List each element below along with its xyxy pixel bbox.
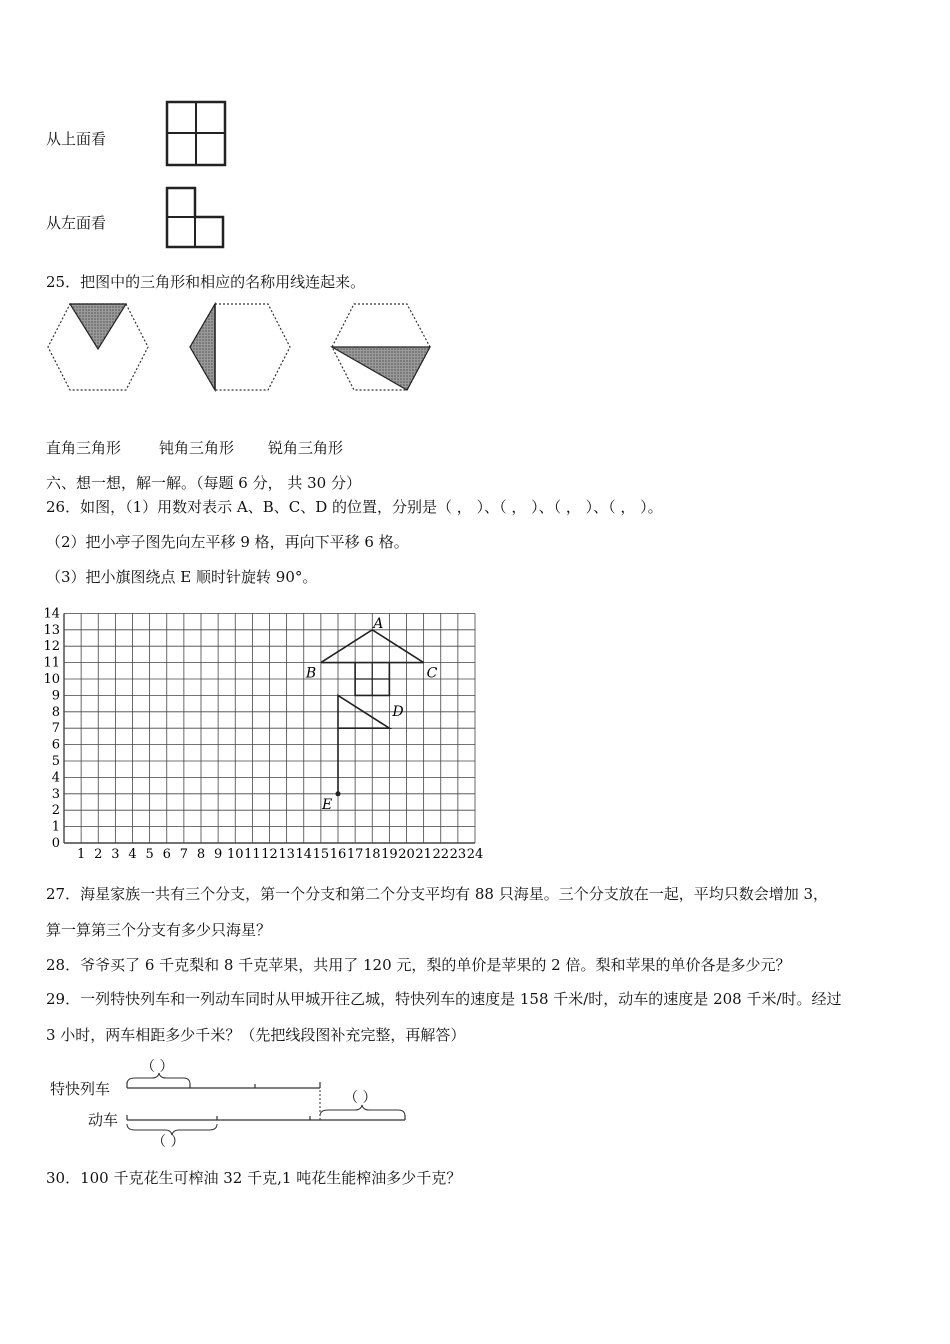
point-a-label: A <box>373 615 384 632</box>
x-tick-label: 1 <box>76 847 86 862</box>
y-tick-label: 9 <box>51 688 60 704</box>
q28-text: 28．爷爷买了 6 千克梨和 8 千克苹果，共用了 120 元，梨的单价是苹果的 2 倍。梨和苹果的单价各是多少元？ <box>46 956 791 974</box>
x-tick-label: 19 <box>381 847 398 862</box>
x-tick-label: 3 <box>111 847 120 862</box>
left-view-label: 从左面看 <box>46 214 107 232</box>
y-tick-label: 3 <box>51 786 60 802</box>
x-tick-label: 7 <box>179 847 189 862</box>
x-tick-label: 17 <box>346 847 364 862</box>
y-tick-label: 11 <box>43 655 60 671</box>
triangle-name-obtuse: 钝角三角形 <box>159 439 235 457</box>
x-tick-label: 21 <box>415 847 432 862</box>
point-c-label: C <box>426 665 438 682</box>
q26-line3: （3）把小旗图绕点 E 顺时针旋转 90°。 <box>46 568 318 586</box>
x-tick-label: 15 <box>312 847 330 862</box>
q27-line2: 算一算第三个分支有多少只海星？ <box>46 921 272 939</box>
y-tick-label: 7 <box>51 721 60 737</box>
x-tick-label: 13 <box>278 847 295 862</box>
x-tick-label: 18 <box>363 847 381 862</box>
diagram-blank-right: （ ） <box>344 1090 377 1106</box>
q27-line1: 27．海星家族一共有三个分支，第一个分支和第二个分支平均有 88 只海星。三个分支放在一起，平均只数会增加 3， <box>46 885 829 903</box>
section-six-heading: 六、想一想，解一解。（每题 6 分， 共 30 分） <box>46 474 361 492</box>
y-tick-label: 5 <box>51 754 60 769</box>
x-tick-label: 9 <box>213 847 223 862</box>
diagram-train1-label: 特快列车 <box>50 1080 111 1098</box>
y-tick-label: 13 <box>43 622 60 638</box>
point-b-label: B <box>305 665 317 682</box>
x-tick-label: 24 <box>466 847 484 862</box>
x-tick-label: 23 <box>449 847 467 862</box>
q29-line2: 3 小时，两车相距多少千米？（先把线段图补充完整，再解答） <box>46 1026 466 1044</box>
diagram-blank-bottom: （ ） <box>152 1134 185 1150</box>
x-tick-label: 22 <box>432 847 450 862</box>
diagram-train2-label: 动车 <box>88 1111 119 1129</box>
triangle-name-right: 直角三角形 <box>46 439 122 457</box>
point-d-label: D <box>392 703 404 720</box>
x-tick-label: 12 <box>261 847 278 862</box>
x-tick-label: 11 <box>244 847 261 862</box>
x-tick-label: 5 <box>145 847 154 862</box>
y-tick-label: 2 <box>51 803 60 819</box>
x-tick-label: 8 <box>196 847 206 862</box>
diagram-blank-top: （ ） <box>141 1059 174 1075</box>
triangle-name-acute: 锐角三角形 <box>268 439 344 457</box>
y-tick-label: 8 <box>51 704 60 720</box>
q25-text: 25．把图中的三角形和相应的名称用线连起来。 <box>46 273 366 291</box>
q30-text: 30．100 千克花生可榨油 32 千克,1 吨花生能榨油多少千克？ <box>46 1169 462 1187</box>
y-tick-label: 4 <box>51 770 60 786</box>
y-tick-label: 14 <box>43 606 60 622</box>
x-tick-label: 10 <box>226 847 244 862</box>
y-tick-label: 10 <box>43 672 60 687</box>
x-tick-label: 6 <box>162 847 171 862</box>
x-tick-label: 2 <box>94 847 103 862</box>
q26-line2: （2）把小亭子图先向左平移 9 格，再向下平移 6 格。 <box>46 533 409 551</box>
y-tick-label: 12 <box>43 639 60 655</box>
x-tick-label: 20 <box>398 847 415 862</box>
point-e-label: E <box>322 796 333 813</box>
x-tick-label: 4 <box>128 847 137 862</box>
y-tick-label: 1 <box>51 819 60 835</box>
line-segment-diagram <box>0 1060 420 1150</box>
y-tick-label: 0 <box>51 836 60 851</box>
x-tick-label: 14 <box>295 847 313 862</box>
q29-line1: 29．一列特快列车和一列动车同时从甲城开往乙城，特快列车的速度是 158 千米/时，动车的速度是 208 千米/时。经过 <box>46 990 842 1008</box>
q26-line1: 26．如图，（1）用数对表示 A、B、C、D 的位置，分别是（ ， ）、（ ， ）、（ ， ）、（ ， ）。 <box>46 498 663 516</box>
y-tick-label: 6 <box>51 737 60 753</box>
top-view-label: 从上面看 <box>46 130 107 148</box>
x-tick-label: 16 <box>329 847 347 862</box>
point-e-dot <box>336 791 341 796</box>
